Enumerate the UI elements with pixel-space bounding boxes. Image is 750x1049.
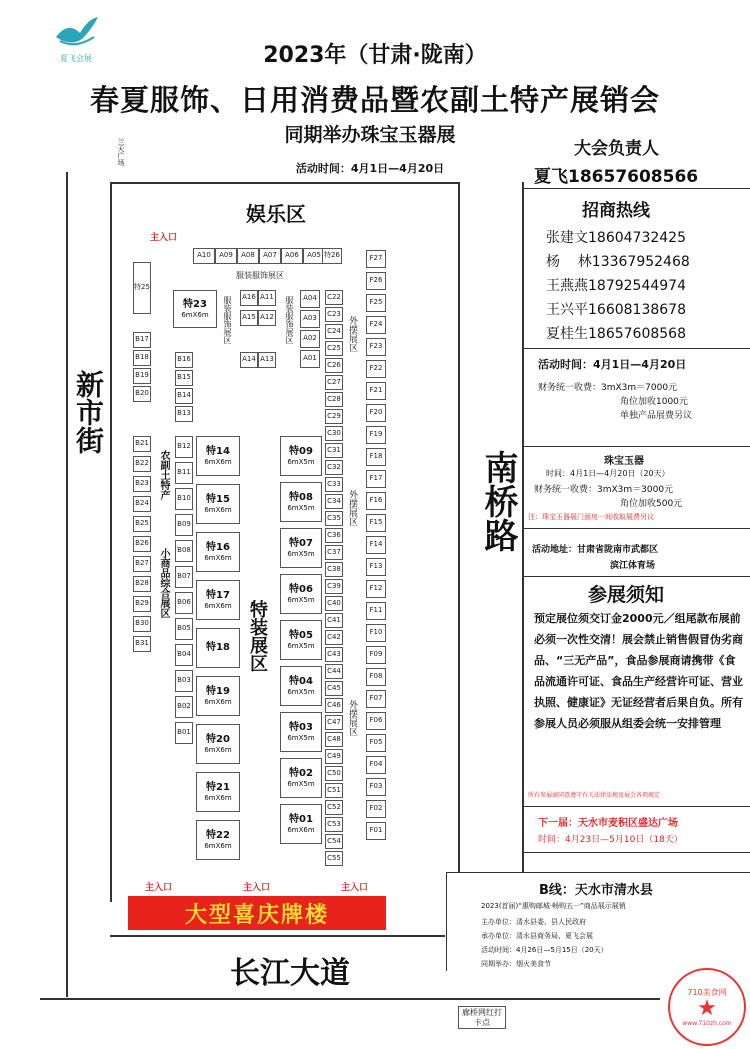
watermark-text: 710美食网 [687,988,727,997]
chief-label: 大会负责人 [574,139,659,159]
booth-F01[interactable]: F01 [366,822,386,840]
address-label: 活动地址：甘肃省陇南市武都区 [532,545,659,555]
booth-C37[interactable]: C37 [325,545,343,560]
booth-C31[interactable]: C31 [325,443,343,458]
special-booth-size: 6mX6m [204,457,232,466]
year-line: 2023年（甘肃·陇南） [263,43,487,68]
booth-A16[interactable]: A16 [240,290,258,306]
booth-A07[interactable]: A07 [259,248,281,264]
special-booth-size: 6mX5m [287,457,315,466]
booth-A11[interactable]: A11 [258,290,276,306]
booth-F07[interactable]: F07 [366,690,386,708]
special-booth-name: 特15 [206,493,230,505]
main-entrance-top: 主入口 [150,233,178,243]
booth-A09[interactable]: A09 [215,248,237,264]
booth-C54[interactable]: C54 [325,834,343,849]
special-booth-name: 特20 [206,733,230,745]
special-booth-size: 6mX6m [181,310,209,319]
booth-C27[interactable]: C27 [325,375,343,390]
hotline-item: 杨 林13367952468 [546,254,690,270]
booth-F08[interactable]: F08 [366,668,386,686]
booth-F17[interactable]: F17 [366,470,386,488]
b-line-also: 同期举办：烟火美食节 [481,960,551,968]
special-booth-特21[interactable] [196,772,240,812]
banner [128,896,386,930]
special-booth-特17[interactable] [196,580,240,620]
banner-text: 大型喜庆牌楼 [184,902,329,928]
booth-B30[interactable]: B30 [133,616,151,632]
booth-C50[interactable]: C50 [325,766,343,781]
special-booth-特08[interactable] [280,482,322,522]
special-booth-size: 6mX5m [287,503,315,512]
booth-B06[interactable]: B06 [175,592,193,614]
booth-C39[interactable]: C39 [325,579,343,594]
booth-C28[interactable]: C28 [325,392,343,407]
road-bottom-right: 廊桥网红打卡点 [458,1006,506,1029]
main-entrance-bottom-2: 主入口 [243,883,271,893]
booth-B03[interactable]: B03 [175,670,193,692]
special-booth-name: 特02 [289,767,313,779]
special-booth-size: 6mX6m [204,697,232,706]
special-booth-name: 特17 [206,589,230,601]
special-booth-name: 特23 [183,298,207,310]
booth-B21[interactable]: B21 [133,436,151,452]
booth-B04[interactable]: B04 [175,644,193,666]
special-booth-name: 特18 [206,642,230,653]
booth-C46[interactable]: C46 [325,698,343,713]
booth-B01[interactable]: B01 [175,722,193,744]
booth-B14[interactable]: B14 [175,388,193,404]
outer-zone-1: 外摆展区 [347,316,357,352]
booth-特25[interactable]: 特25 [133,262,151,314]
watermark-stamp [668,968,746,1046]
special-booth-size: 6mX6m [204,793,232,802]
special-booth-size: 6mX6m [204,505,232,514]
special-booth-size: 6mX6m [204,841,232,850]
booth-A01[interactable]: A01 [300,350,320,368]
booth-B19[interactable]: B19 [133,368,151,384]
booth-A13[interactable]: A13 [258,352,276,368]
special-booth-name: 特07 [289,537,313,549]
booth-F11[interactable]: F11 [366,602,386,620]
booth-C38[interactable]: C38 [325,562,343,577]
special-booth-特09[interactable] [280,436,322,476]
bottom-road-line-top [110,935,445,937]
sub-title: 同期举办珠宝玉器展 [284,124,456,146]
entertainment-zone: 娱乐区 [246,202,306,226]
address-2: 滨江体育场 [610,561,656,571]
booth-C24[interactable]: C24 [325,324,343,339]
special-booth-特15[interactable] [196,484,240,524]
jewelry-price: 财务统一收费：3mX3m＝3000元 [534,485,674,495]
special-booth-特05[interactable] [280,620,322,660]
booth-B28[interactable]: B28 [133,576,151,592]
booth-F10[interactable]: F10 [366,624,386,642]
booth-C43[interactable]: C43 [325,647,343,662]
booth-A06[interactable]: A06 [281,248,303,264]
booth-C35[interactable]: C35 [325,511,343,526]
booth-A04[interactable]: A04 [300,290,320,308]
booth-F25[interactable]: F25 [366,294,386,312]
special-booth-name: 特09 [289,445,313,457]
booth-C51[interactable]: C51 [325,783,343,798]
booth-F06[interactable]: F06 [366,712,386,730]
jewelry-title: 珠宝玉器 [604,456,644,467]
booth-B07[interactable]: B07 [175,566,193,588]
booth-F21[interactable]: F21 [366,382,386,400]
road-bottom: 长江大道 [230,956,350,991]
special-booth-size: 6mX5m [287,595,315,604]
special-booth-name: 特22 [206,829,230,841]
sidebar [524,130,750,990]
special-booth-size: 6mX5m [287,733,315,742]
booth-C52[interactable]: C52 [325,800,343,815]
booth-F26[interactable]: F26 [366,272,386,290]
road-right: 南桥路 [478,450,518,552]
special-zone: 特装展区 [247,600,268,672]
jewelry-corner: 角位加收500元 [620,499,683,509]
logo-text: 夏飞会展 [60,54,92,63]
hotline-item: 夏桂生18657608568 [546,326,686,342]
booth-C47[interactable]: C47 [325,715,343,730]
special-booth-name: 特06 [289,583,313,595]
special-booth-特23[interactable] [173,290,217,328]
booth-B22[interactable]: B22 [133,456,151,472]
b-line-org: 承办单位：清水县商务局、夏飞会展 [481,932,593,940]
booth-B02[interactable]: B02 [175,696,193,718]
booth-C22[interactable]: C22 [325,290,343,305]
special-booth-size: 6mX6m [204,553,232,562]
booth-B23[interactable]: B23 [133,476,151,492]
outer-zone-2: 外摆展区 [347,490,357,526]
booth-C26[interactable]: C26 [325,358,343,373]
special-booth-特03[interactable] [280,712,322,752]
special-booth-特14[interactable] [196,436,240,476]
booth-A14[interactable]: A14 [240,352,258,368]
booth-F04[interactable]: F04 [366,756,386,774]
special-booth-size: 6mX5m [287,779,315,788]
booth-C29[interactable]: C29 [325,409,343,424]
bottom-road-line [40,998,660,1000]
booth-B31[interactable]: B31 [133,636,151,652]
booth-F12[interactable]: F12 [366,580,386,598]
booth-B10[interactable]: B10 [175,488,193,510]
price1b: 角位加收1000元 [620,397,688,407]
booth-B11[interactable]: B11 [175,462,193,484]
notice-body: 预定展位须交订金2000元／组尾款布展前必须一次性交清！展会禁止销售假冒伪劣商品、“三无产品”，食品参展商请携带《食品流通许可证、食品生产经营许可证、营业执照、健康证》无证经营者后果自负。所有参展人员必须服从组委会统一安排管理 [534,612,743,730]
booth-B25[interactable]: B25 [133,516,151,532]
special-booth-特04[interactable] [280,666,322,706]
special-booth-特16[interactable] [196,532,240,572]
booth-A02[interactable]: A02 [300,330,320,348]
booth-C48[interactable]: C48 [325,732,343,747]
booth-B13[interactable]: B13 [175,406,193,422]
special-booth-特06[interactable] [280,574,322,614]
booth-C23[interactable]: C23 [325,307,343,322]
booth-C32[interactable]: C32 [325,460,343,475]
price1: 财务统一收费：3mX3m＝7000元 [538,383,678,393]
watermark-url: www.710zh.com [682,1020,732,1027]
special-booth-name: 特19 [206,685,230,697]
main-title: 春夏服饰、日用消费品暨农副土特产展销会 [89,83,660,117]
booth-C53[interactable]: C53 [325,817,343,832]
b-line-event: 2023(首届)“惠购邮城·畅购五一”商品展示展销 [481,902,626,910]
venue-left-line [110,182,112,902]
road-left: 新市街 [72,370,105,454]
special-booth-特01[interactable] [280,804,322,844]
booth-B09[interactable]: B09 [175,514,193,536]
booth-B05[interactable]: B05 [175,618,193,640]
hotline-item: 王燕燕18792544974 [546,278,686,294]
apparel-zone-b: 服装服饰展区 [285,296,294,344]
main-entrance-bottom-1: 主入口 [145,883,173,893]
booth-特26[interactable]: 特26 [322,248,342,264]
event-time: 活动时间：4月1日—4月20日 [295,162,445,175]
price1c: 单独产品展费另议 [620,411,693,421]
booth-F15[interactable]: F15 [366,514,386,532]
special-booth-特19[interactable] [196,676,240,716]
booth-B12[interactable]: B12 [175,436,193,458]
special-booth-size: 6mX5m [287,641,315,650]
booth-C40[interactable]: C40 [325,596,343,611]
special-booth-size: 6mX6m [204,601,232,610]
small-goods-zone: 小商品综合展区 [158,548,169,618]
booth-F27[interactable]: F27 [366,250,386,268]
booth-B18[interactable]: B18 [133,350,151,366]
booth-F18[interactable]: F18 [366,448,386,466]
special-booth-name: 特14 [206,445,230,457]
booth-C34[interactable]: C34 [325,494,343,509]
special-booth-name: 特01 [289,813,313,825]
booth-F24[interactable]: F24 [366,316,386,334]
booth-B27[interactable]: B27 [133,556,151,572]
notice-red: 所有参展商同意遵守有关法律法规及展会各项规定 [528,792,661,799]
booth-A10[interactable]: A10 [193,248,215,264]
time2: 活动时间：4月1日—4月20日 [538,358,687,371]
booth-C49[interactable]: C49 [325,749,343,764]
outer-zone-3: 外摆展区 [347,700,357,736]
booth-C41[interactable]: C41 [325,613,343,628]
booth-C44[interactable]: C44 [325,664,343,679]
booth-C55[interactable]: C55 [325,851,343,866]
booth-A08[interactable]: A08 [237,248,259,264]
booth-F03[interactable]: F03 [366,778,386,796]
booth-B26[interactable]: B26 [133,536,151,552]
venue-top-line [110,182,460,184]
special-booth-特07[interactable] [280,528,322,568]
special-booth-name: 特21 [206,781,230,793]
special-booth-name: 特03 [289,721,313,733]
special-booth-name: 特16 [206,541,230,553]
booth-B24[interactable]: B24 [133,496,151,512]
hotline-list [546,226,690,346]
booth-B15[interactable]: B15 [175,370,193,386]
b-line-time: 活动时间：4月26日—5月15日（20天） [481,946,608,954]
booth-A03[interactable]: A03 [300,310,320,328]
next-label: 下一届：天水市麦积区盛达广场 [538,818,678,829]
booth-A05[interactable]: A05 [303,248,325,264]
booth-C42[interactable]: C42 [325,630,343,645]
notice-title: 参展须知 [588,584,665,606]
booth-F05[interactable]: F05 [366,734,386,752]
special-booth-name: 特05 [289,629,313,641]
booth-F22[interactable]: F22 [366,360,386,378]
special-booth-特22[interactable] [196,820,240,860]
hotline-label: 招商热线 [582,201,650,221]
booth-C45[interactable]: C45 [325,681,343,696]
booth-F19[interactable]: F19 [366,426,386,444]
special-booth-特20[interactable] [196,724,240,764]
jewelry-note: 注：珠宝玉器展门面房一间收取展费另议 [528,513,654,521]
special-booth-size: 6mX6m [287,825,315,834]
special-booth-size: 6mX5m [287,687,315,696]
booth-F16[interactable]: F16 [366,492,386,510]
booth-B20[interactable]: B20 [133,386,151,402]
booth-C25[interactable]: C25 [325,341,343,356]
booth-F13[interactable]: F13 [366,558,386,576]
booth-B16[interactable]: B16 [175,352,193,368]
b-line-host: 主办单位：清水县委、县人民政府 [481,918,586,926]
booth-B17[interactable]: B17 [133,332,151,348]
b-line-box [446,872,750,971]
special-booth-name: 特04 [289,675,313,687]
booth-C33[interactable]: C33 [325,477,343,492]
hotline-item: 王兴平16608138678 [546,302,686,318]
booth-C36[interactable]: C36 [325,528,343,543]
venue-right-line [458,182,460,872]
special-booth-特02[interactable] [280,758,322,798]
booth-A12[interactable]: A12 [258,310,276,326]
clothing-header-zone: 服装服饰展区 [236,271,284,280]
booth-F20[interactable]: F20 [366,404,386,422]
special-booth-特18[interactable] [196,628,240,668]
special-booth-name: 特08 [289,491,313,503]
booth-F02[interactable]: F02 [366,800,386,818]
apparel-zone-a: 服装服饰展区 [223,296,232,344]
main-entrance-bottom-3: 主入口 [341,883,369,893]
chief-contact: 夏飞18657608566 [534,167,699,187]
special-booth-size: 6mX6m [204,745,232,754]
agri-zone: 农副土特产 [158,450,169,500]
booth-F14[interactable]: F14 [366,536,386,554]
left-road-line [66,172,68,997]
b-line-title: B线：天水市清水县 [539,883,653,898]
booth-F09[interactable]: F09 [366,646,386,664]
star-icon: ★ [697,996,717,1021]
road-top-left: 兰天广场 [117,138,125,166]
booth-A15[interactable]: A15 [240,310,258,326]
booth-B08[interactable]: B08 [175,540,193,562]
special-booth-size: 6mX5m [287,549,315,558]
hotline-item: 张建文18604732425 [546,230,686,246]
booth-B29[interactable]: B29 [133,596,151,612]
booth-F23[interactable]: F23 [366,338,386,356]
next-time: 时间：4月23日—5月10日（18天） [538,835,683,845]
jewelry-time: 时间：4月1日—4月20日（20天） [546,469,670,478]
booth-C30[interactable]: C30 [325,426,343,441]
